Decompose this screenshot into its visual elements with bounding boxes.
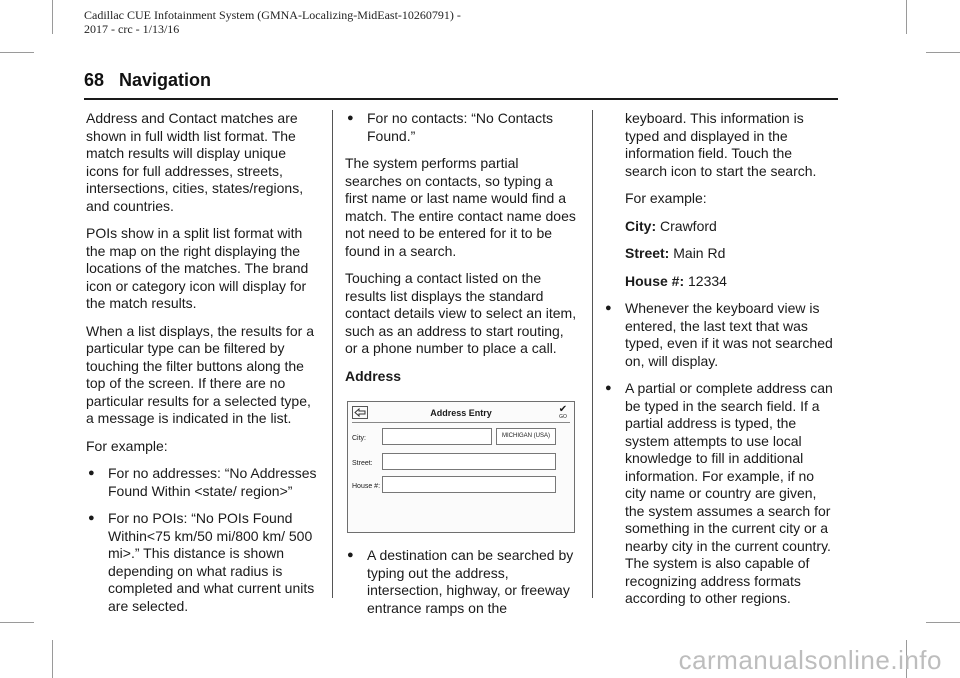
field-value: Main Rd xyxy=(673,245,726,261)
list-item-text: For no POIs: “No POIs Found Within<75 km/50 mi/800 km/ 500 mi>.” This distance is shown depending on what radius is completed and what current units are selected. xyxy=(108,510,315,614)
bullet-marker: ● xyxy=(88,467,95,479)
paragraph: The system performs partial searches on contacts, so typing a first name or last name would find a match. The entire contact name does not need to be entered for it to be found in a search. xyxy=(345,155,576,259)
crop-mark xyxy=(0,52,34,53)
list-item-text: For no addresses: “No Addresses Found Within <state/ region>” xyxy=(108,465,317,499)
list-item xyxy=(86,510,322,615)
example-house xyxy=(603,273,835,291)
page-number: 68 xyxy=(84,70,105,90)
crop-mark xyxy=(52,640,53,678)
list-item xyxy=(603,380,835,608)
field-label: Street: xyxy=(625,245,670,261)
paragraph: For example: xyxy=(86,437,168,454)
go-label: GO xyxy=(559,414,567,420)
header-line-1: Cadillac CUE Infotainment System (GMNA-Localizing-MidEast-10260791) - xyxy=(84,8,461,22)
section-title: Navigation xyxy=(119,70,212,90)
city-label: City: xyxy=(352,435,366,442)
column-divider xyxy=(332,110,333,598)
paragraph: When a list displays, the results for a particular type can be filtered by touching the filter buttons along the top of the screen. If there are no particular results for a selected type, a message is indicated in the list. xyxy=(86,322,314,426)
crop-mark xyxy=(0,622,34,623)
document-header xyxy=(84,8,461,36)
bullet-marker: ● xyxy=(347,549,354,561)
paragraph: POIs show in a split list format with the map on the right displaying the locations of the matches. The brand icon or category icon will display for the match results. xyxy=(86,225,309,311)
paragraph: For example: xyxy=(625,190,707,206)
bullet-marker: ● xyxy=(605,382,612,394)
field-value: 12334 xyxy=(688,272,727,289)
page-title xyxy=(84,70,211,91)
crop-mark xyxy=(52,0,53,34)
go-check-icon: ✔ GO xyxy=(556,406,570,420)
crop-mark xyxy=(906,0,907,34)
crop-mark xyxy=(926,52,960,53)
field-label: City: xyxy=(625,217,657,234)
address-entry-screenshot xyxy=(347,401,575,533)
list-item-text: Whenever the keyboard view is entered, the last text that was typed, even if it was not searched on, will display. xyxy=(625,300,833,369)
column-3 xyxy=(603,110,835,618)
column-divider xyxy=(592,110,593,598)
address-heading: Address xyxy=(345,367,402,384)
example-street xyxy=(603,245,835,263)
bullet-marker: ● xyxy=(605,302,612,314)
list-item xyxy=(603,300,835,370)
list-item xyxy=(86,465,322,500)
list-item xyxy=(345,110,579,145)
column-1 xyxy=(86,110,322,625)
crop-mark xyxy=(926,622,960,623)
bullet-marker: ● xyxy=(88,512,95,524)
title-rule xyxy=(84,98,838,100)
screenshot-title: Address Entry xyxy=(430,408,492,418)
screenshot-title-bar xyxy=(352,406,570,423)
bullet-marker: ● xyxy=(347,112,354,124)
example-city xyxy=(603,218,835,236)
paragraph: Touching a contact listed on the results list displays the standard contact details view to select an item, such as an address to start routing, or a phone number to place a call. xyxy=(345,270,577,356)
list-item-text: A destination can be searched by typing out the address, intersection, highway, or freeway entrance ramps on the xyxy=(367,547,574,616)
paragraph: Address and Contact matches are shown in full width list format. The match results will display unique icons for full addresses, streets, intersections, cities, states/regions, and countries. xyxy=(86,110,304,214)
street-label: Street: xyxy=(352,460,373,467)
list-item xyxy=(345,547,579,617)
street-field xyxy=(382,453,556,470)
city-field xyxy=(382,428,492,445)
watermark: carmanualsonline.info xyxy=(678,645,942,675)
house-label: House #: xyxy=(352,483,381,490)
field-label: House #: xyxy=(625,272,685,289)
column-2 xyxy=(345,110,579,627)
house-field xyxy=(382,476,556,493)
list-item-text: For no contacts: “No Contacts Found.” xyxy=(367,110,553,144)
header-line-2: 2017 - crc - 1/13/16 xyxy=(84,22,180,36)
list-item-text: A partial or complete address can be typed in the search field. If a partial address is typed, the system attempts to use local knowledge to fill in additional information. For example, if no city name or country are given, the system assumes a search for something in the current city or a nearby city in the current country. The system is also capable of recognizing address formats according to other regions. xyxy=(625,380,833,606)
paragraph: keyboard. This information is typed and displayed in the information field. Touch the search icon to start the search. xyxy=(625,110,817,179)
field-value: Crawford xyxy=(660,217,717,234)
country-field: MICHIGAN (USA) xyxy=(496,428,556,445)
